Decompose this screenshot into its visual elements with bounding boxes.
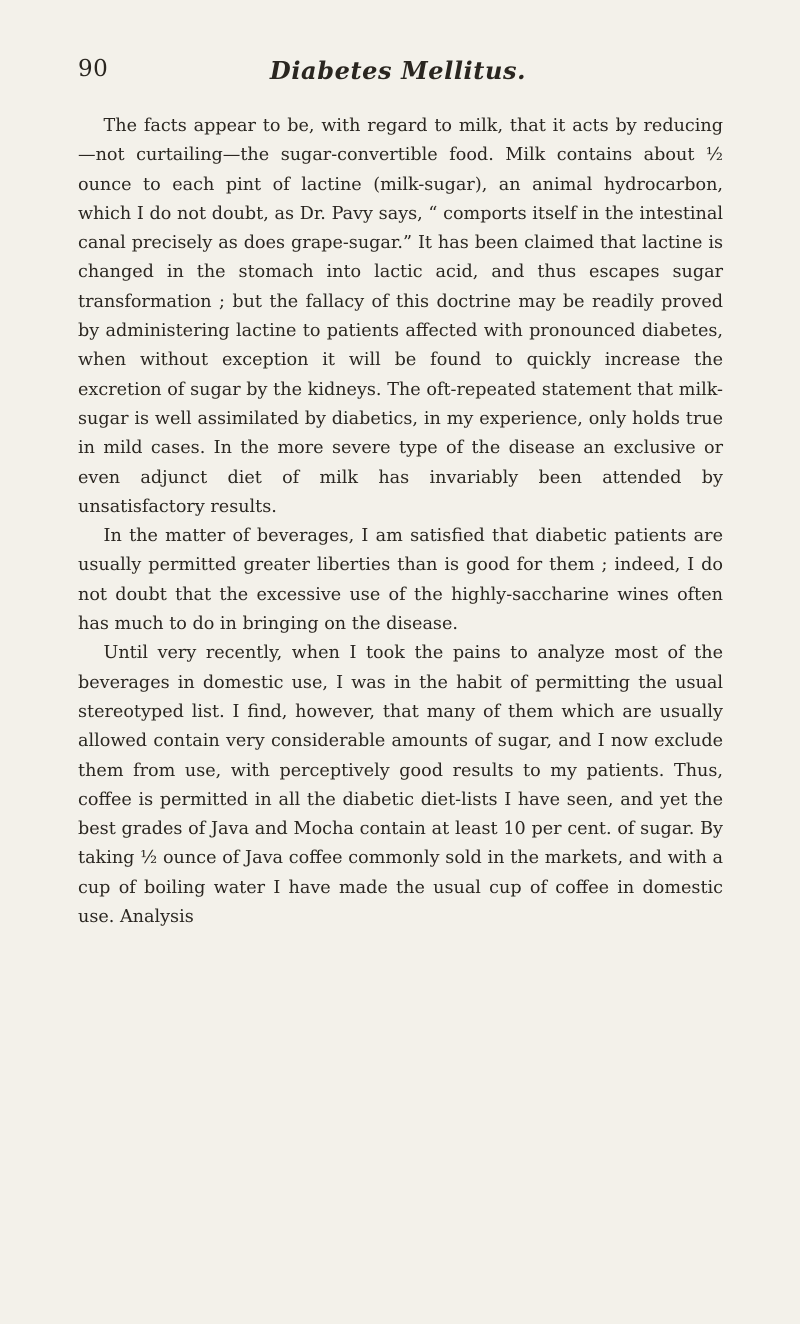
body-text [78,112,723,932]
paragraph-beverages: In the matter of beverages, I am satisfied that diabetic patients are usually permitted greater liberties than is good for them ; indeed, I do not doubt that the excessive use of the highly-saccharine wines often has much to do in bringing on the disease. [78,526,723,635]
paragraph-analysis: Until very recently, when I took the pains to analyze most of the beverages in domestic use, I was in the habit of permitting the usual stereotyped list. I find, however, that many of them which are usually allowed contain very considerable amounts of sugar, and I now exclude them from use, with perceptively good results to my patients. Thus, coffee is permitted in all the diabetic diet-lists I have seen, and yet the best grades of Java and Mocha contain at least 10 per cent. of sugar. By taking ½ ounce of Java coffee commonly sold in the markets, and with a cup of boiling water I have made the usual cup of coffee in domestic use. Analysis [78,643,723,928]
paragraph-milk: The facts appear to be, with regard to milk, that it acts by reducing—not curtailing—the sugar-convertible food. Milk contains about ½ ounce to each pint of lactine (milk-sugar), an animal hydrocarbon, which I do not doubt, as Dr. Pavy says, “ comports itself in the intestinal canal precisely as does grape-sugar.” It has been claimed that lactine is changed in the stomach into lactic acid, and thus escapes sugar transformation ; but the fallacy of this doctrine may be readily proved by administering lactine to patients affected with pronounced diabetes, when without exception it will be found to quickly increase the excretion of sugar by the kidneys. The oft-repeated statement that milk-sugar is well assimilated by diabetics, in my experience, only holds true in mild cases. In the more severe type of the disease an exclusive or even adjunct diet of milk has invariably been attended by unsatisfactory results. [78,116,723,517]
running-title: Diabetes Mellitus. [269,56,527,85]
page-number: 90 [78,56,109,82]
page-header [78,56,718,96]
